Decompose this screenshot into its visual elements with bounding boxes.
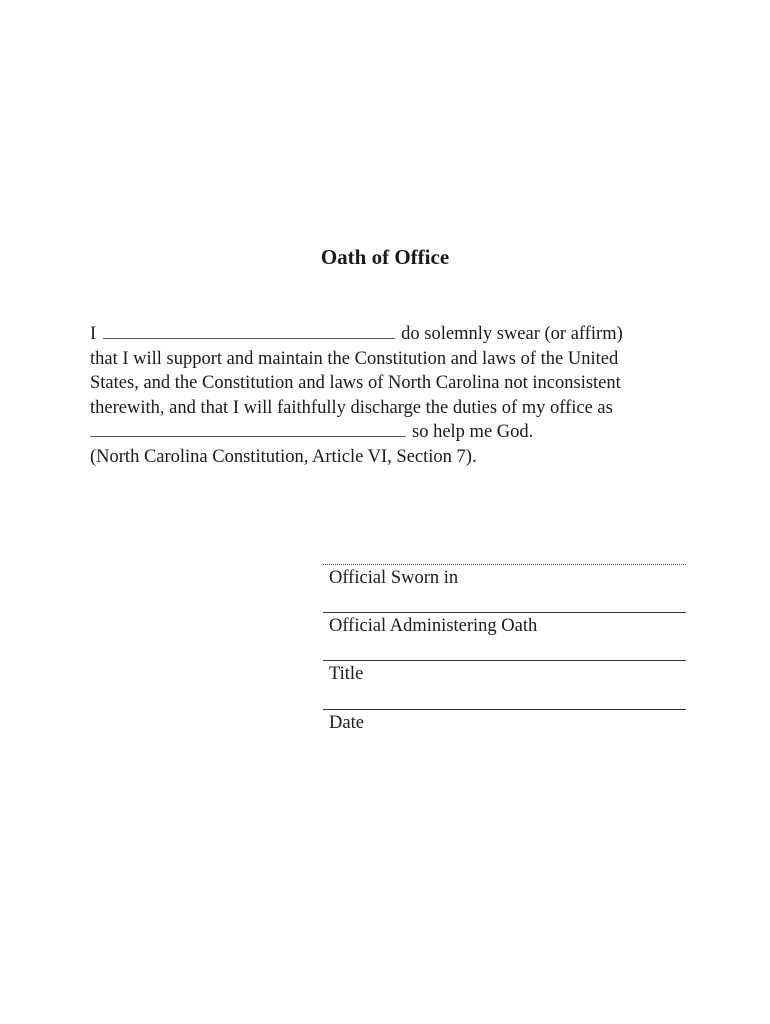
signature-line-official-sworn[interactable]	[323, 564, 686, 589]
document-title: Oath of Office	[320, 245, 450, 269]
signature-line-administering-official[interactable]	[323, 612, 686, 637]
office-blank-line[interactable]	[90, 422, 406, 437]
signature-label: Title	[329, 664, 364, 684]
signature-label: Official Sworn in	[329, 568, 459, 588]
signature-label: Official Administering Oath	[329, 616, 538, 636]
name-blank-line[interactable]	[103, 324, 395, 339]
oath-line-2: that I will support and maintain the Constitution and laws of the United	[90, 348, 619, 369]
signature-label: Date	[329, 713, 364, 733]
oath-line-5	[90, 420, 690, 445]
oath-text	[90, 322, 690, 469]
oath-line-3: States, and the Constitution and laws of North Carolina not inconsistent	[90, 373, 621, 393]
signature-line-title[interactable]	[323, 660, 686, 685]
signature-line-date[interactable]	[323, 709, 686, 734]
oath-line-4: therewith, and that I will faithfully discharge the duties of my office as	[90, 397, 613, 418]
oath-line-5-text: so help me God.	[412, 422, 534, 442]
oath-citation: (North Carolina Constitution, Article VI, Section 7).	[90, 446, 477, 467]
oath-line-1-text: do solemnly swear (or affirm)	[401, 324, 623, 344]
oath-line-1	[90, 322, 690, 347]
oath-pronoun: I	[90, 324, 97, 344]
